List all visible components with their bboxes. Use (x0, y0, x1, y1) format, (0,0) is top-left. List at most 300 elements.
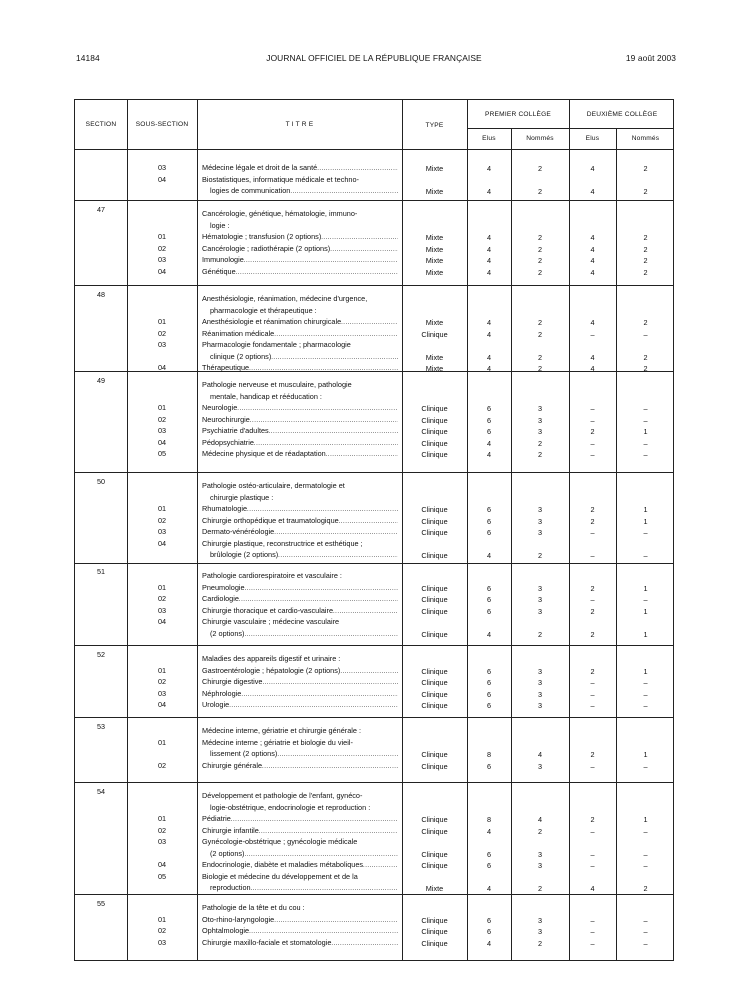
first-college-nommes: 3 (537, 606, 543, 616)
type-value: Clinique (421, 761, 448, 771)
second-college-nommes: 1 (643, 583, 648, 593)
second-college-nommes: – (643, 551, 648, 560)
subsection-title-line (202, 737, 398, 749)
second-college-elus: – (590, 595, 595, 604)
section-heading-line: Médecine interne, gériatrie et chirurgie générale : (202, 726, 361, 735)
first-college-elus: 6 (486, 427, 492, 436)
section-heading (202, 570, 398, 582)
subsection-title-text: (2 options) (210, 848, 245, 858)
section-separator (75, 285, 673, 286)
second-college-elus: – (590, 761, 595, 771)
first-college-elus: 4 (486, 938, 492, 948)
subsection-title-text: (2 options) (210, 628, 245, 638)
subsection-title-text: Rhumatologie (202, 504, 248, 513)
first-college-nommes: 2 (537, 164, 543, 173)
second-college-nommes: – (643, 915, 648, 925)
second-college-nommes: – (643, 761, 648, 771)
subsection-title-text: Pédiatrie (202, 814, 231, 823)
type-value: Clinique (421, 849, 448, 859)
type-value: Clinique (421, 666, 448, 676)
subsection-title (202, 737, 398, 762)
first-college-elus: 6 (486, 583, 492, 593)
subsection-code: 03 (157, 688, 167, 698)
section-heading (202, 902, 398, 914)
header-subsection: SOUS-SECTION (135, 121, 189, 128)
type-value: Clinique (421, 689, 448, 699)
second-college-nommes: – (643, 450, 648, 459)
header-title: T I T R E (285, 121, 314, 128)
header-elus-2: Elus (585, 135, 600, 142)
second-college-nommes: 2 (643, 244, 648, 254)
first-college-nommes: 3 (537, 701, 543, 710)
type-value: Clinique (421, 915, 448, 925)
subsection-code: 05 (157, 449, 167, 458)
first-college-elus: 4 (486, 629, 492, 639)
section-number: 47 (97, 205, 105, 214)
second-college-nommes: 2 (643, 164, 648, 173)
first-college-nommes: 3 (537, 927, 543, 936)
first-college-elus: 4 (486, 318, 492, 327)
subsection-title-text: Pneumologie (202, 582, 245, 592)
type-value: Clinique (421, 404, 448, 413)
type-value: Clinique (421, 450, 448, 459)
subsection-title-line (202, 549, 398, 563)
section-number: 55 (97, 899, 105, 908)
subsection-title-text: Oto-rhino-laryngologie (202, 914, 275, 924)
subsection-title-text: Chirurgie thoracique et cardio-vasculaire (202, 605, 334, 615)
second-college-elus: – (590, 678, 595, 687)
section-separator (75, 472, 673, 473)
subsection-title-line (202, 836, 398, 848)
header-second-college: DEUXIÈME COLLÈGE (586, 111, 658, 118)
first-college-nommes: 2 (537, 364, 543, 373)
subsection-title (202, 266, 398, 280)
subsection-title-text: Médecine interne ; gériatrie et biologie du vieil- (202, 737, 353, 747)
subsection-code: 01 (157, 232, 167, 241)
subsection-title (202, 836, 398, 861)
subsection-title-text: Génétique (202, 266, 236, 276)
subsection-title (202, 174, 398, 199)
first-college-nommes: 2 (537, 450, 543, 459)
first-college-nommes: 3 (537, 528, 543, 537)
subsection-title-line (202, 937, 398, 951)
subsection-code: 03 (157, 163, 167, 172)
second-college-elus: 4 (590, 267, 595, 277)
subsection-title-line (202, 871, 398, 883)
section-separator (75, 645, 673, 646)
first-college-nommes: 4 (537, 750, 543, 759)
section-heading-line: Cancérologie, génétique, hématologie, immuno- (202, 209, 358, 218)
subsection-title-text: clinique (2 options) (210, 351, 272, 361)
section-number: 50 (97, 477, 105, 486)
second-college-elus: 2 (590, 750, 595, 759)
section-heading-line: Anesthésiologie, réanimation, médecine d'urgence, (202, 294, 368, 303)
type-value: Clinique (421, 678, 448, 687)
column-rule (197, 100, 198, 960)
section-heading-line: Développement et pathologie de l'enfant, gynéco- (202, 791, 363, 800)
subsection-title (202, 339, 398, 364)
first-college-elus: 4 (486, 267, 492, 277)
subsection-title-text: Endocrinologie, diabète et maladies métaboliques (202, 860, 364, 869)
subsection-title-text: Biologie et médecine du développement et de la (202, 871, 358, 881)
subsection-title-text: reproduction (210, 883, 251, 892)
type-value: Clinique (421, 815, 448, 824)
subsection-title-text: Cancérologie ; radiothérapie (2 options) (202, 243, 331, 253)
first-college-nommes: 2 (537, 256, 543, 265)
subsection-code: 04 (157, 860, 167, 869)
subsection-title-text: logies de communication (210, 186, 291, 195)
second-college-nommes: 1 (643, 629, 648, 639)
subsection-title-text: Anesthésiologie et réanimation chirurgicale (202, 317, 342, 326)
first-college-nommes: 2 (537, 267, 543, 277)
subsection-title-text: Gynécologie-obstétrique ; gynécologie médicale (202, 837, 358, 846)
first-college-elus: 6 (486, 404, 492, 413)
type-value: Mixte (425, 884, 444, 893)
second-college-elus: 4 (590, 884, 595, 893)
subsection-title-text: Dermato-vénéréologie (202, 527, 275, 536)
first-college-nommes: 3 (537, 849, 543, 859)
publication-date: 19 août 2003 (625, 53, 676, 63)
first-college-nommes: 2 (537, 352, 543, 362)
subsection-title-line (202, 538, 398, 550)
type-value: Clinique (421, 861, 448, 870)
header-rule (75, 149, 673, 150)
type-value: Clinique (421, 606, 448, 616)
section-number: 48 (97, 290, 105, 299)
type-value: Clinique (421, 427, 448, 436)
second-college-elus: 4 (590, 256, 595, 265)
second-college-elus: 4 (590, 244, 595, 254)
header-first-college: PREMIER COLLÈGE (484, 111, 552, 118)
first-college-elus: 4 (486, 551, 492, 560)
section-heading-line: logie-obstétrique, endocrinologie et reproduction : (210, 802, 371, 812)
journal-title: JOURNAL OFFICIEL DE LA RÉPUBLIQUE FRANÇAISE (266, 53, 482, 63)
second-college-nommes: – (643, 415, 648, 425)
second-college-elus: – (590, 689, 595, 699)
first-college-elus: 4 (486, 450, 492, 459)
first-college-nommes: 3 (537, 915, 543, 925)
first-college-nommes: 3 (537, 404, 543, 413)
subsection-code: 02 (157, 243, 167, 253)
subsection-title-text: Néphrologie (202, 688, 242, 698)
subsection-code: 05 (157, 871, 167, 881)
first-college-nommes: 3 (537, 761, 543, 771)
first-college-elus: 6 (486, 689, 492, 699)
header-section: SECTION (85, 121, 117, 128)
type-value: Mixte (425, 233, 444, 242)
subsection-title (202, 871, 398, 896)
subsection-code: 01 (157, 582, 167, 592)
section-heading-line: Pathologie cardiorespiratoire et vasculaire : (202, 571, 342, 580)
first-college-elus: 6 (486, 415, 492, 425)
first-college-elus: 6 (486, 915, 492, 925)
type-value: Mixte (425, 256, 444, 265)
subsection-code: 03 (157, 937, 167, 947)
subsection-title-text: Chirurgie vasculaire ; médecine vasculaire (202, 617, 340, 626)
first-college-nommes: 2 (537, 884, 543, 893)
second-college-nommes: 2 (643, 233, 648, 242)
subsection-code: 04 (157, 538, 167, 548)
subsection-code: 01 (157, 403, 167, 412)
type-value: Clinique (421, 938, 448, 948)
first-college-nommes: 2 (537, 438, 543, 448)
subsection-title-text: lissement (2 options) (210, 749, 278, 758)
first-college-nommes: 4 (537, 815, 543, 824)
subsection-title (202, 760, 398, 774)
section-separator (75, 717, 673, 718)
section-separator (75, 782, 673, 783)
section-heading (202, 725, 398, 737)
second-college-elus: 2 (590, 583, 595, 593)
first-college-nommes: 2 (537, 233, 543, 242)
college-rule (467, 128, 673, 129)
first-college-nommes: 3 (537, 595, 543, 604)
type-value: Clinique (421, 701, 448, 710)
type-value: Clinique (421, 528, 448, 537)
type-value: Mixte (425, 364, 444, 373)
second-college-elus: 2 (590, 666, 595, 676)
subsection-title-text: Chirurgie infantile (202, 825, 259, 835)
section-heading (202, 208, 398, 231)
sections-table (74, 99, 674, 961)
subsection-title-text: Cardiologie (202, 594, 239, 603)
type-value: Clinique (421, 629, 448, 639)
first-college-nommes: 3 (537, 583, 543, 593)
first-college-elus: 6 (486, 606, 492, 616)
second-college-elus: – (590, 938, 595, 948)
first-college-nommes: 2 (537, 551, 543, 560)
subsection-code: 03 (157, 605, 167, 615)
subsection-title-text: Réanimation médicale (202, 328, 275, 338)
second-college-nommes: – (643, 701, 648, 710)
first-college-elus: 4 (486, 187, 492, 196)
second-college-nommes: – (643, 849, 648, 859)
second-college-elus: – (590, 861, 595, 870)
subsection-title-text: Immunologie (202, 255, 244, 264)
second-college-elus: 4 (590, 364, 595, 373)
subsection-title-text: Chirurgie plastique, reconstructrice et esthétique ; (202, 538, 363, 548)
subsection-code: 01 (157, 317, 167, 326)
type-value: Clinique (421, 516, 448, 526)
subsection-title-text: Urologie (202, 700, 230, 709)
header-nommes-2: Nommés (631, 135, 660, 142)
first-college-elus: 6 (486, 849, 492, 859)
first-college-nommes: 3 (537, 678, 543, 687)
second-college-elus: 2 (590, 516, 595, 526)
type-value: Clinique (421, 551, 448, 560)
first-college-nommes: 2 (537, 938, 543, 948)
second-college-elus: 2 (590, 629, 595, 639)
second-college-nommes: – (643, 938, 648, 948)
first-college-elus: 4 (486, 438, 492, 448)
subsection-title-text: Thérapeutique (202, 363, 250, 372)
second-college-elus: – (590, 438, 595, 448)
first-college-elus: 4 (486, 329, 492, 339)
second-college-elus: 4 (590, 187, 595, 196)
subsection-code: 02 (157, 515, 167, 525)
type-value: Clinique (421, 595, 448, 604)
second-college-elus: – (590, 450, 595, 459)
subsection-code: 03 (157, 340, 167, 349)
header-elus-1: Elus (482, 135, 496, 142)
type-value: Mixte (425, 352, 444, 362)
subsection-code: 01 (157, 914, 167, 924)
second-college-nommes: – (643, 861, 648, 870)
type-value: Clinique (421, 505, 448, 514)
subsection-title-text: Pharmacologie fondamentale ; pharmacologie (202, 340, 351, 349)
first-college-elus: 4 (486, 244, 492, 254)
first-college-elus: 8 (486, 750, 492, 759)
first-college-nommes: 3 (537, 689, 543, 699)
section-heading (202, 293, 398, 316)
section-heading-line: logie : (210, 220, 230, 230)
subsection-title-text: Gastroentérologie ; hépatologie (2 options) (202, 665, 341, 675)
second-college-nommes: – (643, 678, 648, 687)
section-heading-line: Maladies des appareils digestif et urinaire : (202, 654, 341, 663)
second-college-nommes: 2 (643, 364, 648, 373)
subsection-title-line (202, 266, 398, 280)
first-college-nommes: 3 (537, 861, 543, 870)
first-college-elus: 6 (486, 861, 492, 870)
second-college-nommes: – (643, 595, 648, 604)
first-college-elus: 4 (486, 233, 492, 242)
type-value: Mixte (425, 244, 444, 254)
subsection-title-line (202, 339, 398, 351)
second-college-nommes: 1 (643, 505, 648, 514)
first-college-nommes: 2 (537, 329, 543, 339)
page-number: 14184 (76, 53, 100, 63)
subsection-title-line (202, 448, 398, 462)
second-college-nommes: 1 (643, 516, 648, 526)
section-number: 51 (97, 567, 105, 576)
header-type: TYPE (425, 122, 444, 129)
second-college-nommes: – (643, 438, 648, 448)
first-college-elus: 6 (486, 528, 492, 537)
first-college-elus: 6 (486, 595, 492, 604)
type-value: Mixte (425, 267, 444, 277)
type-value: Clinique (421, 438, 448, 448)
second-college-elus: 2 (590, 505, 595, 514)
subsection-code: 03 (157, 837, 167, 846)
section-heading-line: mentale, handicap et rééducation : (210, 391, 322, 401)
section-separator (75, 563, 673, 564)
subsection-code: 03 (157, 255, 167, 264)
subsection-code: 04 (157, 363, 167, 372)
subsection-title (202, 616, 398, 641)
first-college-elus: 6 (486, 761, 492, 771)
subsection-title-line (202, 628, 398, 642)
first-college-nommes: 2 (537, 826, 543, 836)
section-number: 52 (97, 650, 105, 659)
subsection-code: 03 (157, 527, 167, 536)
type-value: Clinique (421, 826, 448, 836)
second-college-nommes: 1 (643, 666, 648, 676)
subsection-code: 04 (157, 437, 167, 447)
second-college-elus: – (590, 415, 595, 425)
first-college-elus: 6 (486, 927, 492, 936)
section-heading-line: pharmacologie et thérapeutique : (210, 305, 317, 315)
second-college-nommes: 2 (643, 318, 648, 327)
subsection-code: 04 (157, 266, 167, 276)
subsection-code: 03 (157, 426, 167, 435)
second-college-nommes: – (643, 404, 648, 413)
subsection-title-line (202, 362, 398, 376)
first-college-nommes: 3 (537, 666, 543, 676)
first-college-elus: 6 (486, 701, 492, 710)
subsection-title-line (202, 174, 398, 186)
first-college-elus: 4 (486, 164, 492, 173)
second-college-elus: – (590, 528, 595, 537)
subsection-title (202, 448, 398, 462)
type-value: Mixte (425, 318, 444, 327)
subsection-title-line (202, 185, 398, 199)
section-heading (202, 653, 398, 665)
second-college-elus: – (590, 551, 595, 560)
type-value: Clinique (421, 583, 448, 593)
subsection-title-text: brûlologie (2 options) (210, 550, 279, 559)
type-value: Mixte (425, 164, 444, 173)
subsection-title-line (202, 699, 398, 713)
section-heading-line: Pathologie de la tête et du cou : (202, 903, 305, 912)
first-college-elus: 4 (486, 884, 492, 893)
section-heading (202, 480, 398, 503)
second-college-elus: – (590, 915, 595, 925)
first-college-nommes: 3 (537, 505, 543, 514)
subsection-code: 02 (157, 825, 167, 835)
subsection-code: 04 (157, 174, 167, 184)
subsection-title-text: Chirurgie orthopédique et traumatologique (202, 515, 339, 525)
subsection-code: 02 (157, 677, 167, 686)
section-number: 53 (97, 722, 105, 731)
subsection-title-text: Chirurgie maxillo-faciale et stomatologie (202, 937, 332, 947)
second-college-elus: – (590, 927, 595, 936)
section-heading (202, 790, 398, 813)
first-college-nommes: 3 (537, 516, 543, 526)
subsection-title (202, 937, 398, 951)
second-college-nommes: 2 (643, 187, 648, 196)
second-college-nommes: 2 (643, 884, 648, 893)
second-college-elus: 4 (590, 233, 595, 242)
second-college-elus: – (590, 404, 595, 413)
subsection-title-text: Ophtalmologie (202, 926, 250, 935)
subsection-title-text: Neurologie (202, 403, 238, 412)
section-heading-line: Pathologie nerveuse et musculaire, pathologie (202, 380, 352, 389)
first-college-elus: 6 (486, 678, 492, 687)
section-separator (75, 200, 673, 201)
second-college-nommes: 1 (643, 815, 648, 824)
subsection-title-text: Hématologie ; transfusion (2 options) (202, 232, 322, 241)
section-heading (202, 379, 398, 402)
subsection-title-line (202, 882, 398, 896)
section-number: 49 (97, 376, 105, 385)
first-college-nommes: 2 (537, 629, 543, 639)
type-value: Clinique (421, 329, 448, 339)
subsection-title-text: Biostatistiques, informatique médicale et techno- (202, 174, 359, 184)
section-number: 54 (97, 787, 105, 796)
subsection-title-text: Médecine physique et de réadaptation (202, 449, 326, 458)
subsection-title (202, 538, 398, 563)
subsection-title-text: Pédopsychiatrie (202, 437, 254, 447)
subsection-code: 02 (157, 926, 167, 935)
type-value: Clinique (421, 927, 448, 936)
second-college-nommes: 2 (643, 256, 648, 265)
second-college-elus: 2 (590, 815, 595, 824)
first-college-elus: 6 (486, 505, 492, 514)
second-college-elus: – (590, 826, 595, 836)
type-value: Clinique (421, 750, 448, 759)
first-college-nommes: 2 (537, 187, 543, 196)
subsection-title-line (202, 760, 398, 774)
